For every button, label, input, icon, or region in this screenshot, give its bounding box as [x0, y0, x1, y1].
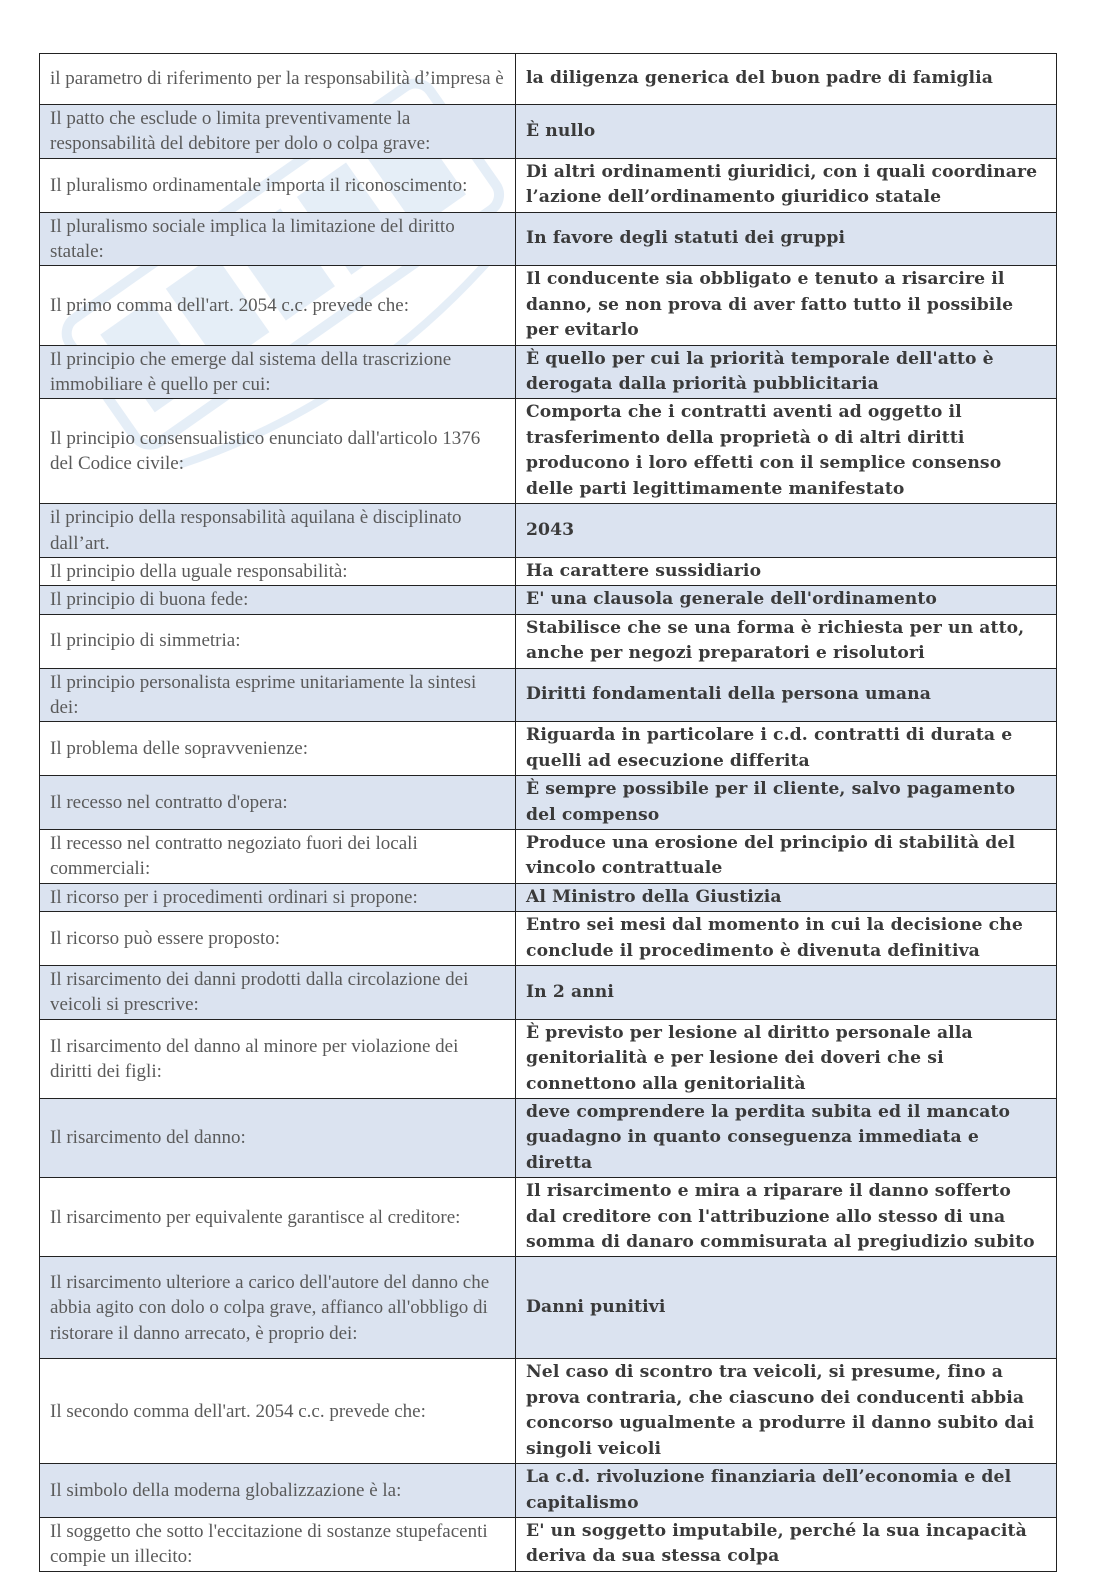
question-cell: Il risarcimento del danno al minore per violazione dei diritti dei figli:: [40, 1019, 516, 1098]
table-row: [40, 586, 1057, 614]
table-row: [40, 399, 1057, 504]
question-cell: Il ricorso può essere proposto:: [40, 912, 516, 966]
table-row: [40, 722, 1057, 776]
question-cell: Il principio che emerge dal sistema della trascrizione immobiliare è quello per cui:: [40, 345, 516, 399]
answer-cell: Diritti fondamentali della persona umana: [516, 668, 1057, 722]
answer-cell: Stabilisce che se una forma è richiesta per un atto, anche per negozi preparatori e risolutori: [516, 614, 1057, 668]
answer-cell: Ha carattere sussidiario: [516, 557, 1057, 585]
answer-cell: In favore degli statuti dei gruppi: [516, 212, 1057, 266]
answer-cell: Di altri ordinamenti giuridici, con i quali coordinare l’azione dell’ordinamento giuridico statale: [516, 158, 1057, 212]
answer-cell: Danni punitivi: [516, 1257, 1057, 1359]
table-row: [40, 668, 1057, 722]
table-row: [40, 1099, 1057, 1178]
table-row: [40, 1359, 1057, 1464]
table-row: [40, 1464, 1057, 1518]
table-row: [40, 912, 1057, 966]
question-cell: Il secondo comma dell'art. 2054 c.c. prevede che:: [40, 1359, 516, 1464]
table-row: [40, 1517, 1057, 1571]
question-cell: Il principio di buona fede:: [40, 586, 516, 614]
question-cell: Il problema delle sopravvenienze:: [40, 722, 516, 776]
table-row: [40, 266, 1057, 345]
table-row: [40, 614, 1057, 668]
table-row: [40, 966, 1057, 1020]
table-row: [40, 158, 1057, 212]
question-cell: Il risarcimento dei danni prodotti dalla circolazione dei veicoli si prescrive:: [40, 966, 516, 1020]
answer-cell: Entro sei mesi dal momento in cui la decisione che conclude il procedimento è divenuta definitiva: [516, 912, 1057, 966]
question-cell: Il principio consensualistico enunciato dall'articolo 1376 del Codice civile:: [40, 399, 516, 504]
question-cell: Il soggetto che sotto l'eccitazione di sostanze stupefacenti compie un illecito:: [40, 1517, 516, 1571]
question-cell: Il simbolo della moderna globalizzazione è la:: [40, 1464, 516, 1518]
question-cell: Il principio della uguale responsabilità:: [40, 557, 516, 585]
table-row: [40, 883, 1057, 911]
answer-cell: In 2 anni: [516, 966, 1057, 1020]
answer-cell: Riguarda in particolare i c.d. contratti di durata e quelli ad esecuzione differita: [516, 722, 1057, 776]
question-cell: Il risarcimento per equivalente garantisce al creditore:: [40, 1178, 516, 1257]
table-row: [40, 557, 1057, 585]
table-row: [40, 345, 1057, 399]
answer-cell: Comporta che i contratti aventi ad oggetto il trasferimento della proprietà o di altri diritti producono i loro effetti con il semplice consenso delle parti legittimamente manifestato: [516, 399, 1057, 504]
answer-cell: È quello per cui la priorità temporale dell'atto è derogata dalla priorità pubblicitaria: [516, 345, 1057, 399]
table-row: [40, 105, 1057, 159]
question-cell: il principio della responsabilità aquilana è disciplinato dall’art.: [40, 504, 516, 558]
table-row: [40, 1257, 1057, 1359]
question-cell: Il primo comma dell'art. 2054 c.c. prevede che:: [40, 266, 516, 345]
table-row: [40, 829, 1057, 883]
table-row: [40, 776, 1057, 830]
qa-table: [39, 53, 1057, 1572]
table-row: [40, 1178, 1057, 1257]
answer-cell: deve comprendere la perdita subita ed il mancato guadagno in quanto conseguenza immediata e diretta: [516, 1099, 1057, 1178]
answer-cell: È sempre possibile per il cliente, salvo pagamento del compenso: [516, 776, 1057, 830]
question-cell: Il principio personalista esprime unitariamente la sintesi dei:: [40, 668, 516, 722]
answer-cell: È previsto per lesione al diritto personale alla genitorialità e per lesione dei doveri che si connettono alla genitorialità: [516, 1019, 1057, 1098]
table-row: [40, 504, 1057, 558]
answer-cell: E' un soggetto imputabile, perché la sua incapacità deriva da sua stessa colpa: [516, 1517, 1057, 1571]
answer-cell: Produce una erosione del principio di stabilità del vincolo contrattuale: [516, 829, 1057, 883]
question-cell: Il pluralismo sociale implica la limitazione del diritto statale:: [40, 212, 516, 266]
table-row: [40, 54, 1057, 105]
question-cell: Il risarcimento del danno:: [40, 1099, 516, 1178]
question-cell: Il risarcimento ulteriore a carico dell'autore del danno che abbia agito con dolo o colpa grave, affianco all'obbligo di ristorare il danno arrecato, è proprio dei:: [40, 1257, 516, 1359]
answer-cell: la diligenza generica del buon padre di famiglia: [516, 54, 1057, 105]
table-row: [40, 1019, 1057, 1098]
answer-cell: La c.d. rivoluzione finanziaria dell’economia e del capitalismo: [516, 1464, 1057, 1518]
answer-cell: Il conducente sia obbligato e tenuto a risarcire il danno, se non prova di aver fatto tutto il possibile per evitarlo: [516, 266, 1057, 345]
answer-cell: Nel caso di scontro tra veicoli, si presume, fino a prova contraria, che ciascuno dei conducenti abbia concorso ugualmente a produrre il danno subito dai singoli veicoli: [516, 1359, 1057, 1464]
question-cell: Il principio di simmetria:: [40, 614, 516, 668]
question-cell: Il recesso nel contratto d'opera:: [40, 776, 516, 830]
question-cell: il parametro di riferimento per la responsabilità d’impresa è: [40, 54, 516, 105]
question-cell: Il pluralismo ordinamentale importa il riconoscimento:: [40, 158, 516, 212]
question-cell: Il recesso nel contratto negoziato fuori dei locali commerciali:: [40, 829, 516, 883]
answer-cell: Al Ministro della Giustizia: [516, 883, 1057, 911]
answer-cell: È nullo: [516, 105, 1057, 159]
answer-cell: 2043: [516, 504, 1057, 558]
answer-cell: E' una clausola generale dell'ordinamento: [516, 586, 1057, 614]
answer-cell: Il risarcimento e mira a riparare il danno sofferto dal creditore con l'attribuzione allo stesso di una somma di danaro commisurata al pregiudizio subito: [516, 1178, 1057, 1257]
question-cell: Il patto che esclude o limita preventivamente la responsabilità del debitore per dolo o colpa grave:: [40, 105, 516, 159]
question-cell: Il ricorso per i procedimenti ordinari si propone:: [40, 883, 516, 911]
table-row: [40, 212, 1057, 266]
